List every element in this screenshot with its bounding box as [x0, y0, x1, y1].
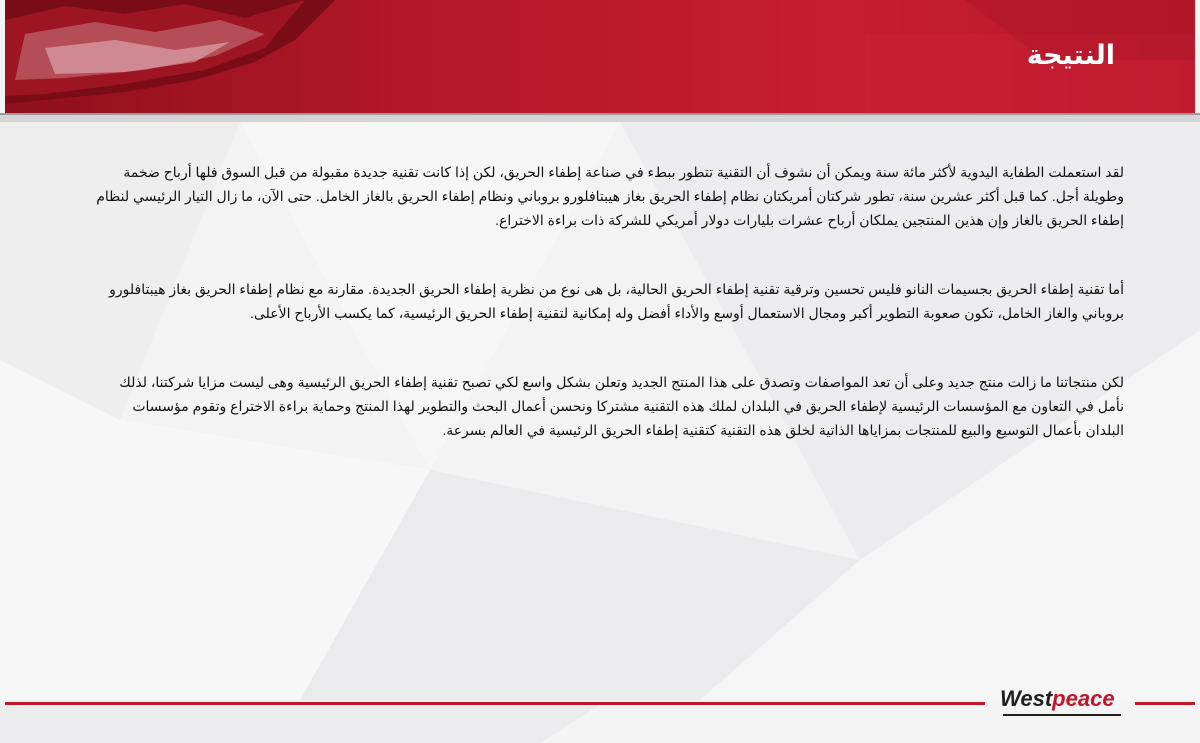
logo-text-west: West: [1000, 686, 1053, 711]
paragraph-nano-technology: أما تقنية إطفاء الحريق بجسيمات النانو فليس تحسين وترقية تقنية إطفاء الحريق الحالية، بل هى نوع من نظرية إطفاء الحريق الجديدة. مقارنة مع نظام إطفاء الحريق بغاز هيبتافلورو بروباني والغاز الخامل، تكون صعوبة التطوير أكبر ومجال الاستعمال أوسع والأداء أفضل وله إمكانية لتقنية إطفاء الحريق الرئيسية، كما يكسب الأرباح الأعلى.: [109, 281, 1124, 321]
paragraph-history: لقد استعملت الطفاية اليدوية لأكثر مائة سنة ويمكن أن نشوف أن التقنية تتطور ببطء في صناعة إطفاء الحريق، لكن إذا كانت تقنية جديدة مقبولة من قبل السوق فلها أرباح ضخمة وطويلة أجل. كما قبل أكثر عشرين سنة، تطور شركتان أمريكتان نظام إطفاء الحريق بغاز هيبتافلورو بروباني ونظام إطفاء الحريق بالغاز الخامل. حتى الآن، ما زال التيار الرئيسي لنظام إطفاء الحريق بالغاز وإن هذين المنتجين يملكان أرباح عشرات بليارات دولار أمريكي للشركة ذات براءة الاختراع.: [96, 164, 1124, 228]
page-title: النتيجة: [1026, 40, 1115, 70]
footer-line-left: [5, 702, 985, 705]
logo-text-peace: peace: [1052, 686, 1115, 711]
header-banner: [5, 0, 1195, 113]
header-rule-shadow: [0, 113, 1200, 115]
footer-line-right: [1135, 702, 1195, 705]
logo-underline: [1003, 714, 1121, 716]
content-body: [96, 160, 1124, 487]
header-mountain-artwork: [5, 0, 1195, 113]
paragraph-cooperation: لكن منتجاتنا ما زالت منتج جديد وعلى أن تعد المواصفات وتصدق على هذا المنتج الجديد وتعلن بشكل واسع لكي تصبح تقنية إطفاء الحريق الرئيسية وهى ليست مزايا شركتنا، لذلك نأمل في التعاون مع المؤسسات الرئيسية لإطفاء الحريق في البلدان لملك هذه التقنية مشتركا ونحسن أعمال البحث والتطوير لهذا المنتج وحماية براءة الاختراع وتقوم مؤسسات البلدان بأعمال التوسيع والبيع للمنتجات بمزاياها الذاتية لخلق هذه التقنية كتقنية إطفاء الحريق الرئيسية في العالم بسرعة.: [119, 374, 1124, 438]
